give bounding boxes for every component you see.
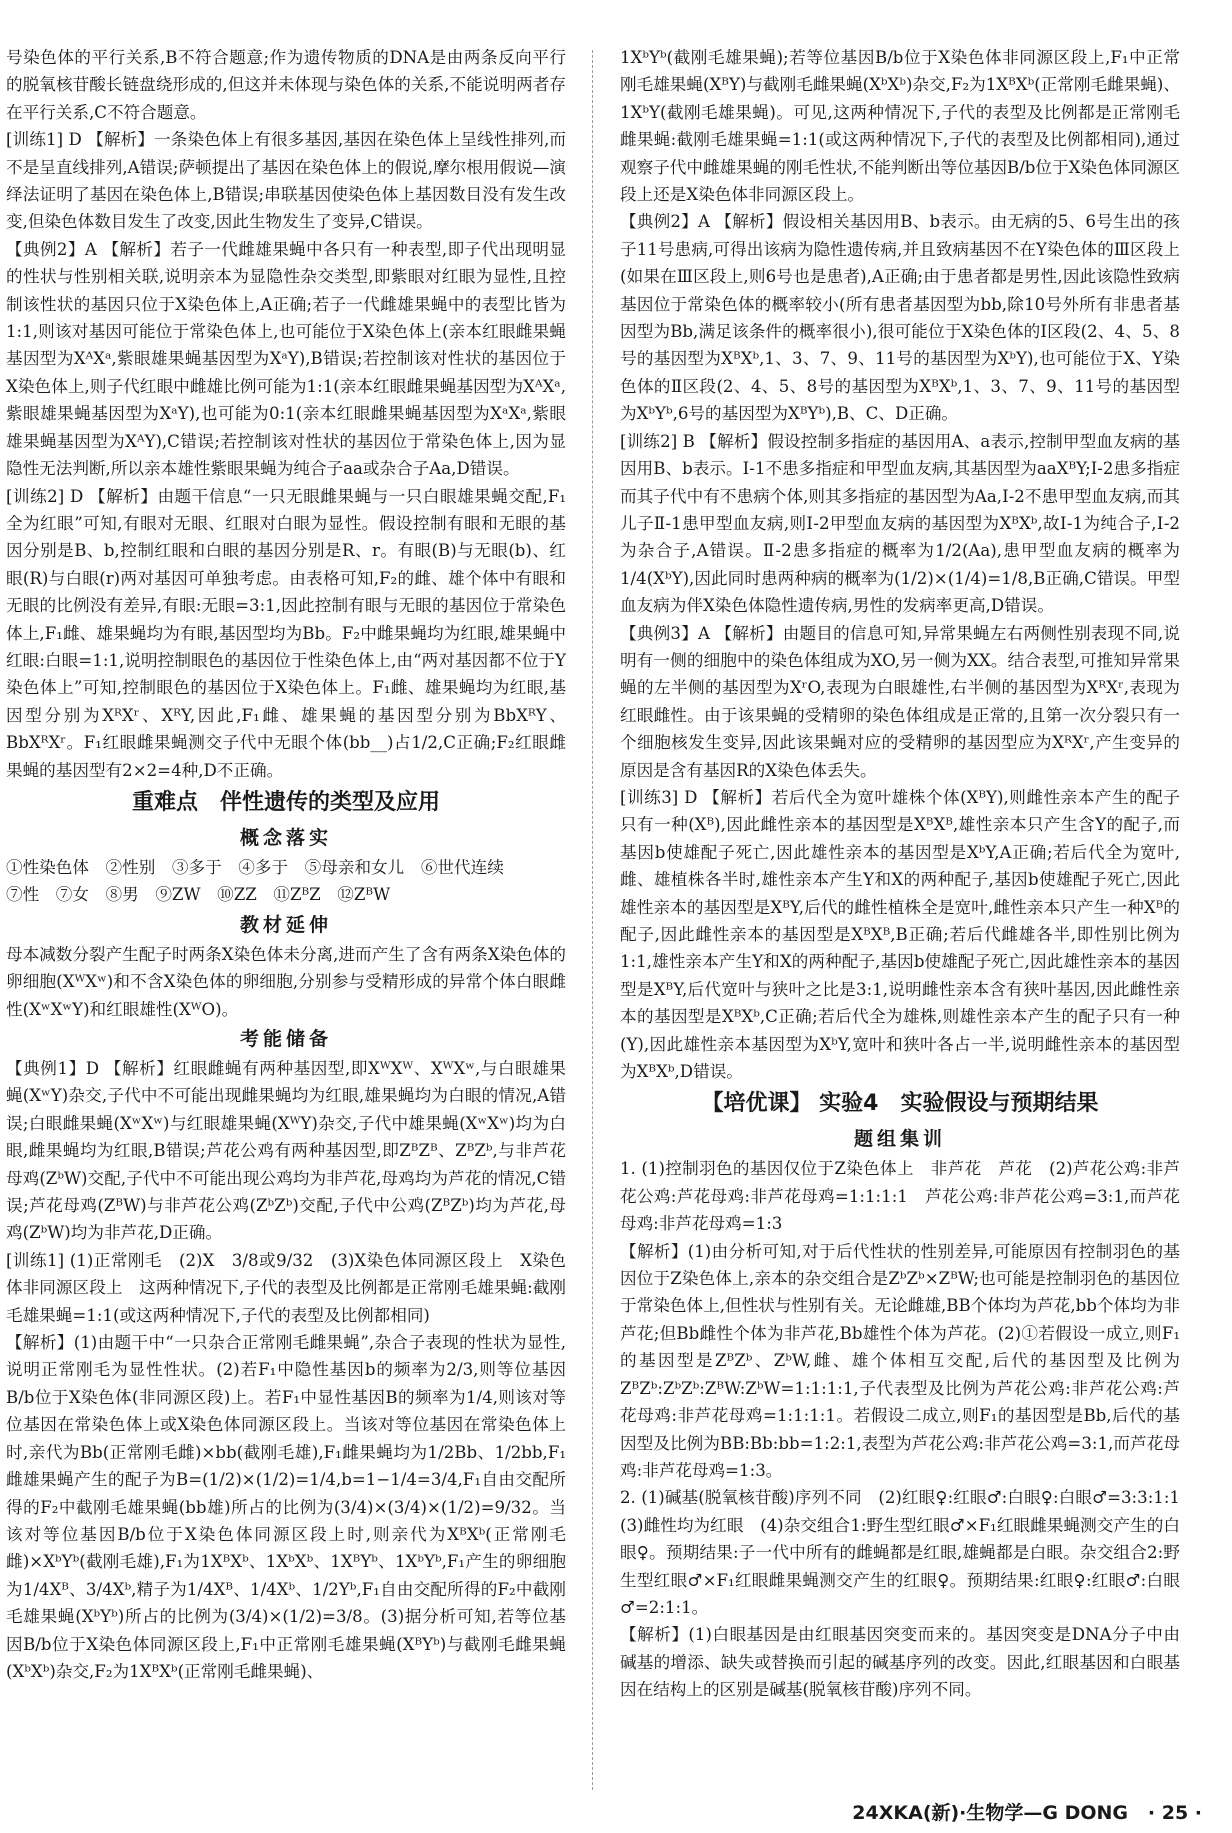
paragraph: 1. (1)控制羽色的基因仅位于Z染色体上 非芦花 芦花 (2)芦花公鸡:非芦花公鸡:芦花母鸡:非芦花母鸡=1:1:1:1 芦花公鸡:非芦花公鸡=3:1,而芦花母鸡:非芦花母鸡=1:3: [620, 1159, 1180, 1234]
paragraph: [训练2] B 【解析】假设控制多指症的基因用A、a表示,控制甲型血友病的基因用B、b表示。Ⅰ-1不患多指症和甲型血友病,其基因型为aaXᴮY;Ⅰ-2患多指症而其子代中有不患病个体,则其多指症的基因型为Aa,Ⅰ-2不患甲型血友病,而其儿子Ⅱ-1患甲型血友病,则Ⅰ-2甲型血友病的基因型为XᴮXᵇ,故Ⅰ-1为纯合子,Ⅰ-2为杂合子,A错误。Ⅱ-2患多指症的概率为1/2(Aa),患甲型血友病的概率为1/4(XᵇY),因此同时患两种病的概率为(1/2)×(1/4)=1/8,B正确,C错误。甲型血友病为伴X染色体隐性遗传病,男性的发病率更高,D错误。: [620, 431, 1180, 616]
left-column: [6, 44, 566, 1685]
section-title: 重难点 伴性遗传的类型及应用: [131, 789, 440, 815]
paragraph: [训练2] D 【解析】由题干信息“一只无眼雌果蝇与一只白眼雄果蝇交配,F₁全为红眼”可知,有眼对无眼、红眼对白眼为显性。假设控制有眼和无眼的基因分别是B、b,控制红眼和白眼的基因分别是R、r。有眼(B)与无眼(b)、红眼(R)与白眼(r)两对基因可单独考虑。由表格可知,F₂的雌、雄个体中有眼和无眼的比例没有差异,有眼:无眼=3:1,因此控制有眼与无眼的基因位于常染色体上,F₁雌、雄果蝇均为有眼,基因型均为Bb。F₂中雌果蝇均为红眼,雄果蝇中红眼:白眼=1:1,说明控制眼色的基因位于性染色体上,由“两对基因都不位于Y染色体上”可知,控制眼色的基因位于X染色体上。F₁雌、雄果蝇均为红眼,基因型分别为XᴿXʳ、XᴿY,因此,F₁雌、雄果蝇的基因型分别为BbXᴿY、BbXᴿXʳ。F₁红眼雌果蝇测交子代中无眼个体(bb__)占1/2,C正确;F₂红眼雌果蝇的基因型有2×2=4种,D不正确。: [6, 486, 566, 780]
subsection-heading: 概念落实: [239, 826, 332, 849]
paragraph: 母本减数分裂产生配子时两条X染色体未分离,进而产生了含有两条X染色体的卵细胞(XᵂXʷ)和不含X染色体的卵细胞,分别参与受精形成的异常个体白眼雌性(XʷXʷY)和红眼雄性(XᵂO)。: [6, 944, 566, 1019]
concept-line: ⑦性 ⑦女 ⑧男 ⑨ZW ⑩ZZ ⑪ZᴮZ ⑫ZᴮW: [6, 885, 391, 905]
paragraph: 【典例3】A 【解析】由题目的信息可知,异常果蝇左右两侧性别表现不同,说明有一侧的细胞中的染色体组成为XO,另一侧为XX。结合表型,可推知异常果蝇的左半侧的基因型为XʳO,表现为白眼雄性,右半侧的基因型为XᴿXʳ,表现为红眼雌性。由于该果蝇的受精卵的染色体组成是正常的,且第一次分裂只有一个细胞核发生变异,因此该果蝇对应的受精卵的基因型应为XᴿXʳ,产生变异的原因是含有基因R的X染色体丢失。: [620, 623, 1180, 780]
subsection-heading: 考能储备: [239, 1028, 332, 1050]
paragraph: 号染色体的平行关系,B不符合题意;作为遗传物质的DNA是由两条反向平行的脱氧核苷酸长链盘绕形成的,但这并未体现与染色体的关系,不能说明两者存在平行关系,C不符合题意。: [6, 48, 566, 122]
paragraph: 1XᵇYᵇ(截刚毛雄果蝇);若等位基因B/b位于X染色体非同源区段上,F₁中正常刚毛雄果蝇(XᴮY)与截刚毛雌果蝇(XᵇXᵇ)杂交,F₂为1XᴮXᵇ(正常刚毛雌果蝇)、1XᵇY(截刚毛雄果蝇)。可见,这两种情况下,子代的表型及比例都是正常刚毛雌果蝇:截刚毛雄果蝇=1:1(或这两种情况下,子代的表型及比例都相同),通过观察子代中雌雄果蝇的刚毛性状,不能判断出等位基因B/b位于X染色体同源区段上还是X染色体非同源区段上。: [620, 48, 1180, 205]
footer-code: 24XKA(新)·生物学—G DONG: [852, 1802, 1129, 1824]
paragraph: [训练1] D 【解析】一条染色体上有很多基因,基因在染色体上呈线性排列,而不是呈直线排列,A错误;萨顿提出了基因在染色体上的假说,摩尔根用假说—演绎法证明了基因在染色体上,B错误;串联基因使染色体上基因数目没有发生改变,但染色体数目发生了改变,因此生物发生了变异,C错误。: [6, 130, 566, 232]
paragraph: [训练3] D 【解析】若后代全为宽叶雄株个体(XᴮY),则雌性亲本产生的配子只有一种(Xᴮ),因此雌性亲本的基因型是XᴮXᴮ,雄性亲本只产生含Y的配子,而基因b使雄配子死亡,因此雄性亲本的基因型是XᵇY,A正确;若后代全为宽叶,雌、雄植株各半时,雄性亲本产生Y和X的两种配子,基因b使雄配子死亡,因此雄性亲本的基因型是XᴮY,后代的雌性植株全是宽叶,雌性亲本只产生一种Xᴮ的配子,因此雌性亲本的基因型是XᴮXᴮ,B正确;若后代雌雄各半,即性别比例为1:1,雄性亲本产生Y和X的两种配子,基因b使雄配子死亡,因此雄性亲本的基因型是XᴮY,后代宽叶与狭叶之比是3:1,说明雌性亲本含有狭叶基因,因此雌性亲本的基因型是XᴮXᵇ,C正确;若后代全为雄株,则雄性亲本产生的配子只有一种(Y),因此雄性亲本基因型为XᵇY,宽叶和狭叶各占一半,说明雌性亲本的基因型为XᴮXᵇ,D错误。: [620, 787, 1180, 1082]
page-number: · 25 ·: [1147, 1802, 1202, 1824]
paragraph: 2. (1)碱基(脱氧核苷酸)序列不同 (2)红眼♀:红眼♂:白眼♀:白眼♂=3:3:1:1 (3)雌性均为红眼 (4)杂交组合1:野生型红眼♂×F₁红眼雌果蝇测交产生的白眼♀。预期结果:子一代中所有的雌蝇都是红眼,雄蝇都是白眼。杂交组合2:野生型红眼♂×F₁红眼雌果蝇测交产生的红眼♀。预期结果:红眼♀:红眼♂:白眼♂=2:1:1。: [620, 1488, 1197, 1617]
paragraph: [训练1] (1)正常刚毛 (2)X 3/8或9/32 (3)X染色体同源区段上 X染色体非同源区段上 这两种情况下,子代的表型及比例都是正常刚毛雄果蝇:截刚毛雄果蝇=1:1(或这两种情况下,子代的表型及比例都相同): [6, 1250, 566, 1325]
paragraph: 【典例2】A 【解析】假设相关基因用B、b表示。由无病的5、6号生出的孩子11号患病,可得出该病为隐性遗传病,并且致病基因不在Y染色体的Ⅲ区段上(如果在Ⅲ区段上,则6号也是患者),A正确;由于患者都是男性,因此该隐性致病基因位于常染色体的概率较小(所有患者基因型为bb,除10号外所有非患者基因型为Bb,满足该条件的概率很小),很可能位于X染色体的Ⅰ区段(2、4、5、8号的基因型为XᴮXᵇ,1、3、7、9、11号的基因型为XᵇY),也可能位于X、Y染色体的Ⅱ区段(2、4、5、8号的基因型为XᴮXᵇ,1、3、7、9、11号的基因型为XᵇYᵇ,6号的基因型为XᴮYᵇ),B、C、D正确。: [620, 212, 1180, 424]
paragraph: 【解析】(1)白眼基因是由红眼基因突变而来的。基因突变是DNA分子中由碱基的增添、缺失或替换而引起的碱基序列的改变。因此,红眼基因和白眼基因在结构上的区别是碱基(脱氧核苷酸)序列不同。: [620, 1625, 1180, 1700]
subsection-heading: 教材延伸: [239, 913, 332, 936]
right-column: [620, 44, 1197, 1704]
section-title: 【培优课】 实验4 实验假设与预期结果: [701, 1091, 1099, 1117]
concept-line: ①性染色体 ②性别 ③多于 ④多于 ⑤母亲和女儿 ⑥世代连续: [6, 857, 504, 877]
column-divider: [592, 50, 593, 1790]
paragraph: 【典例1】D 【解析】红眼雌蝇有两种基因型,即XᵂXᵂ、XᵂXʷ,与白眼雄果蝇(XʷY)杂交,子代中不可能出现雌果蝇均为红眼,雄果蝇均为白眼的情况,A错误;白眼雌果蝇(XʷXʷ)与红眼雄果蝇(XᵂY)杂交,子代中雄果蝇(XʷXʷ)均为白眼,雌果蝇均为红眼,B错误;芦花公鸡有两种基因型,即ZᴮZᴮ、ZᴮZᵇ,与非芦花母鸡(ZᵇW)交配,子代中不可能出现公鸡均为非芦花,母鸡均为芦花的情况,C错误;芦花母鸡(ZᴮW)与非芦花公鸡(ZᵇZᵇ)交配,子代中公鸡(ZᴮZᵇ)均为芦花,母鸡(ZᵇW)均为非芦花,D正确。: [6, 1059, 566, 1243]
paragraph: 【典例2】A 【解析】若子一代雌雄果蝇中各只有一种表型,即子代出现明显的性状与性别相关联,说明亲本为显隐性杂交类型,即紫眼对红眼为显性,且控制该性状的基因只位于X染色体上,A正确;若子一代雌雄果蝇中的表型比皆为1:1,则该对基因可能位于常染色体上,也可能位于X染色体上(亲本红眼雌果蝇基因型为XᴬXᵃ,紫眼雄果蝇基因型为XᵃY),B错误;若控制该对性状的基因位于X染色体上,则子代红眼中雌雄比例可能为1:1(亲本红眼雌果蝇基因型为XᴬXᵃ,紫眼雄果蝇基因型为XᵃY),也可能为0:1(亲本红眼雌果蝇基因型为XᵃXᵃ,紫眼雄果蝇基因型为XᴬY),C错误;若控制该对性状的基因位于常染色体上,因为显隐性无法判断,所以亲本雄性紫眼果蝇为纯合子aa或杂合子Aa,D错误。: [6, 239, 566, 479]
paragraph: 【解析】(1)由分析可知,对于后代性状的性别差异,可能原因有控制羽色的基因位于Z染色体上,亲本的杂交组合是ZᵇZᵇ×ZᴮW;也可能是控制羽色的基因位于常染色体上,但性状与性别有关。无论雌雄,BB个体均为芦花,bb个体均为非芦花;但Bb雌性个体为非芦花,Bb雄性个体为芦花。(2)①若假设一成立,则F₁的基因型是ZᴮZᵇ、ZᵇW,雌、雄个体相互交配,后代的基因型及比例为ZᴮZᵇ:ZᵇZᵇ:ZᴮW:ZᵇW=1:1:1:1,子代表型及比例为芦花公鸡:非芦花公鸡:芦花母鸡:非芦花母鸡=1:1:1:1。若假设二成立,则F₁的基因型是Bb,后代的基因型及比例为BB:Bb:bb=1:2:1,表型为芦花公鸡:非芦花公鸡=3:1,而芦花母鸡:非芦花母鸡=1:3。: [620, 1241, 1180, 1480]
page-footer: [852, 1798, 1202, 1825]
paragraph: 【解析】(1)由题干中“一只杂合正常刚毛雌果蝇”,杂合子表现的性状为显性,说明正常刚毛为显性性状。(2)若F₁中隐性基因b的频率为2/3,则等位基因B/b位于X染色体(非同源区段)上。若F₁中显性基因B的频率为1/4,则该对等位基因在常染色体上或X染色体同源区段上。当该对等位基因在常染色体上时,亲代为Bb(正常刚毛雌)×bb(截刚毛雄),F₁雌果蝇均为1/2Bb、1/2bb,F₁雌雄果蝇产生的配子为B=(1/2)×(1/2)=1/4,b=1−1/4=3/4,F₁自由交配所得的F₂中截刚毛雄果蝇(bb雄)所占的比例为(3/4)×(3/4)×(1/2)=9/32。当该对等位基因B/b位于X染色体同源区段上时,则亲代为XᴮXᵇ(正常刚毛雌)×XᵇYᵇ(截刚毛雄),F₁为1XᴮXᵇ、1XᵇXᵇ、1XᴮYᵇ、1XᵇYᵇ,F₁产生的卵细胞为1/4Xᴮ、3/4Xᵇ,精子为1/4Xᴮ、1/4Xᵇ、1/2Yᵇ,F₁自由交配所得的F₂中截刚毛雄果蝇(XᵇYᵇ)所占的比例为(3/4)×(1/2)=3/8。(3)据分析可知,若等位基因B/b位于X染色体同源区段上,F₁中正常刚毛雄果蝇(XᴮYᵇ)与截刚毛雌果蝇(XᵇXᵇ)杂交,F₂为1XᴮXᵇ(正常刚毛雌果蝇)、: [6, 1333, 566, 1681]
subsection-heading: 题组集训: [853, 1128, 946, 1151]
